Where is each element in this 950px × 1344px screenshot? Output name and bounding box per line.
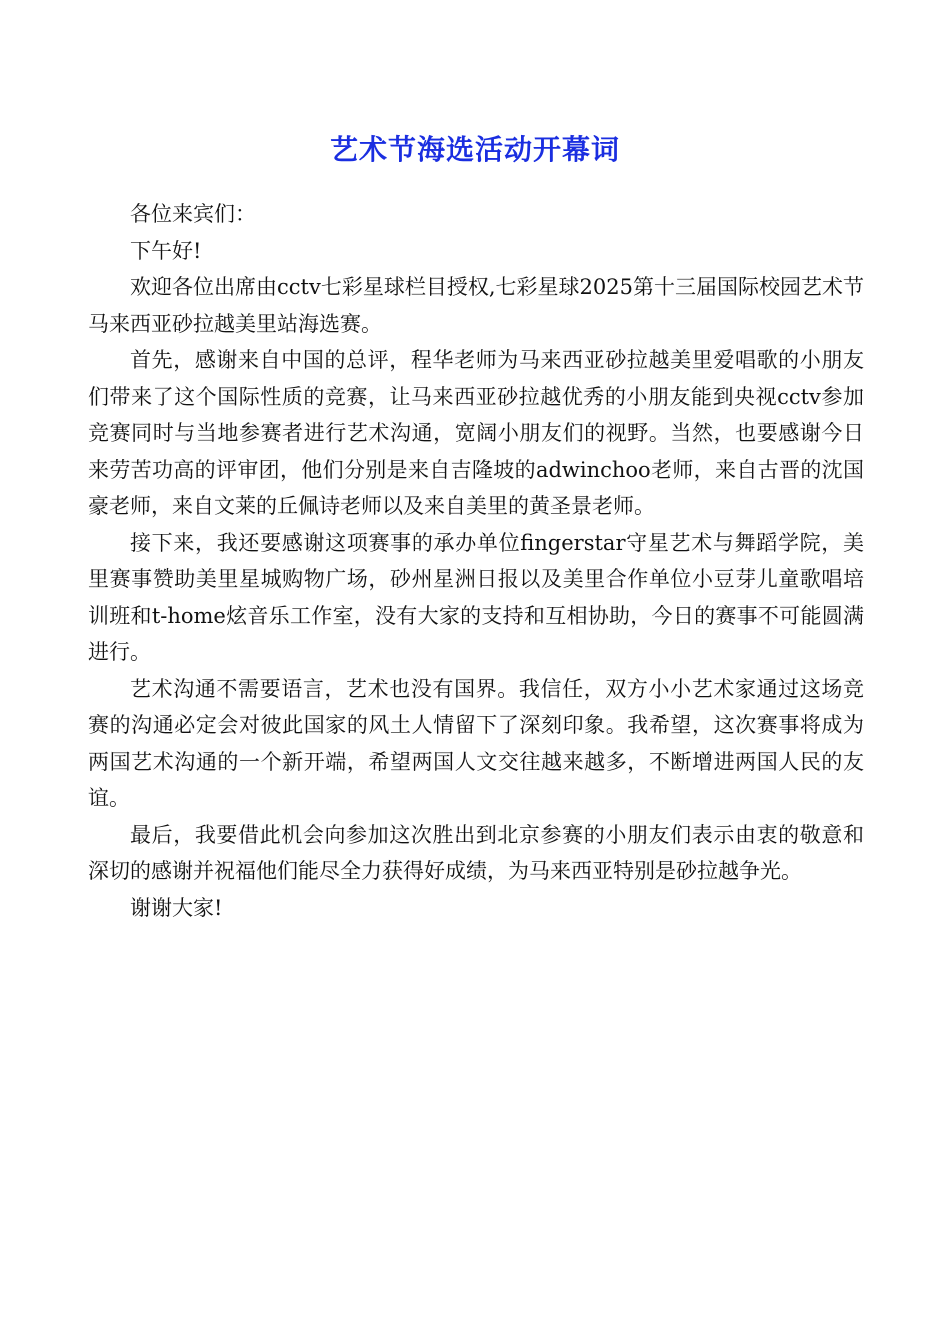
greeting: 下午好! <box>130 238 202 263</box>
paragraph-thanks-sponsors: 接下来，我还要感谢这项赛事的承办单位fingerstar守星艺术与舞蹈学院，美里赛事赞助美里星城购物广场，砂州星洲日报以及美里合作单位小豆芽儿童歌唱培训班和t-home炫音乐工作室，没有大家的支持和互相协助，今日的赛事不可能圆满进行。 <box>88 530 864 664</box>
document-title: 艺术节海选活动开幕词 <box>329 133 620 166</box>
paragraph-closing-wishes: 最后，我要借此机会向参加这次胜出到北京参赛的小朋友们表示由衷的敬意和深切的感谢并祝福他们能尽全力获得好成绩，为马来西亚特别是砂拉越争光。 <box>88 822 864 883</box>
paragraph-welcome: 欢迎各位出席由cctv七彩星球栏目授权,七彩星球2025第十三届国际校园艺术节马来西亚砂拉越美里站海选赛。 <box>88 275 864 336</box>
document-body <box>88 196 864 926</box>
paragraph-art-communication: 艺术沟通不需要语言，艺术也没有国界。我信任，双方小小艺术家通过这场竞赛的沟通必定会对彼此国家的风土人情留下了深刻印象。我希望，这次赛事将成为两国艺术沟通的一个新开端，希望两国人文交往越来越多，不断增进两国人民的友谊。 <box>88 676 864 810</box>
closing-thanks: 谢谢大家! <box>130 895 223 920</box>
salutation: 各位来宾们： <box>130 202 256 226</box>
paragraph-thanks-judges: 首先，感谢来自中国的总评，程华老师为马来西亚砂拉越美里爱唱歌的小朋友们带来了这个国际性质的竞赛，让马来西亚砂拉越优秀的小朋友能到央视cctv参加竞赛同时与当地参赛者进行艺术沟通，宽阔小朋友们的视野。当然，也要感谢今日来劳苦功高的评审团，他们分别是来自吉隆坡的adwinchoo老师，来自古晋的沈国豪老师，来自文莱的丘佩诗老师以及来自美里的黄圣景老师。 <box>88 348 864 518</box>
